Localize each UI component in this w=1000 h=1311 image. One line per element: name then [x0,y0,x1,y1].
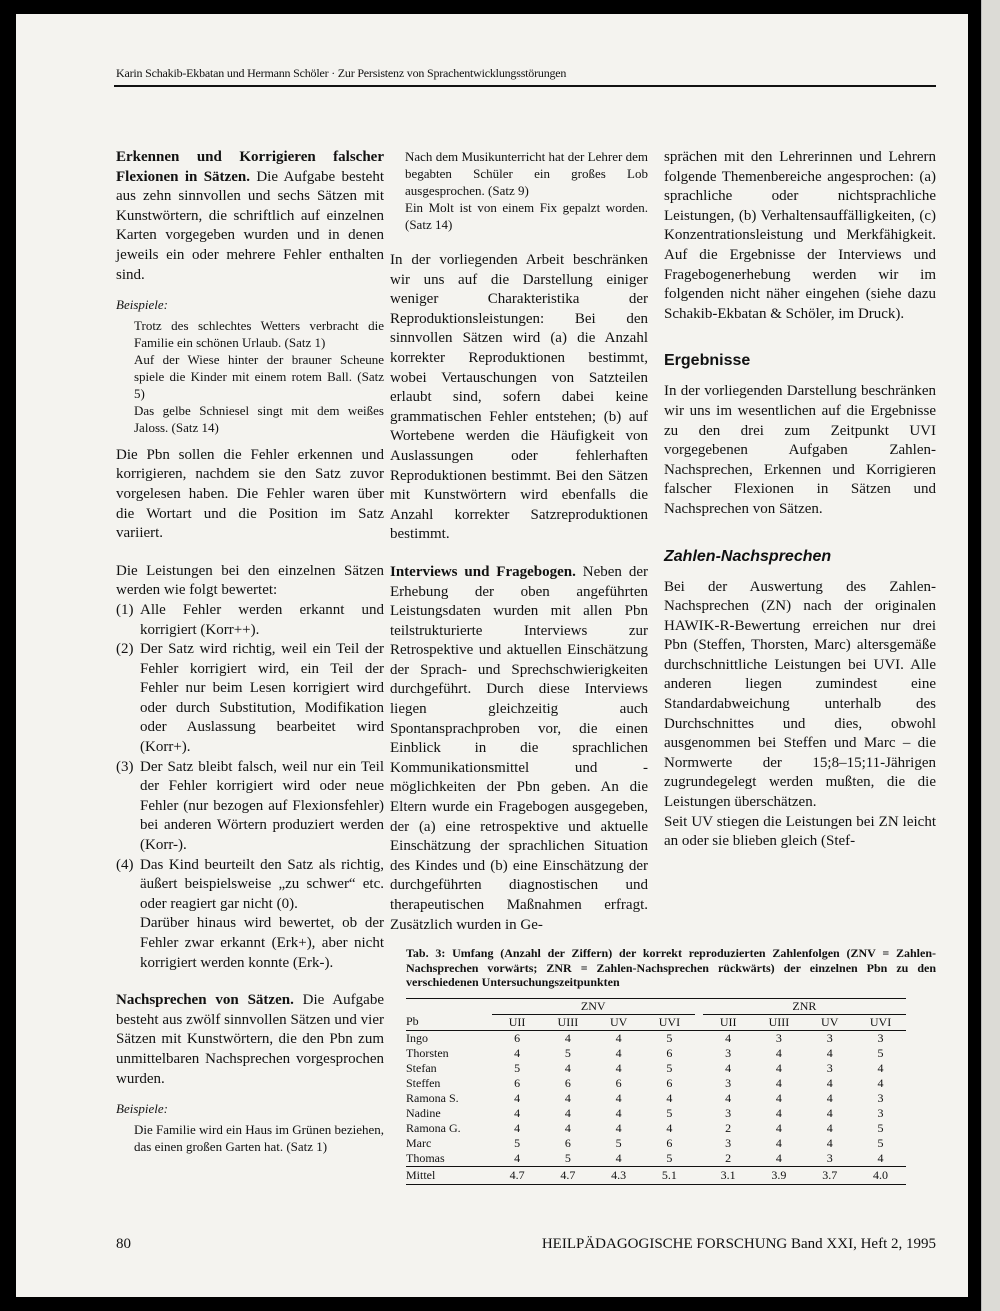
table-cell: 6 [514,1030,521,1045]
examples-label: Beispiele: [116,1101,168,1117]
table-cell: 5 [514,1135,521,1150]
table-row [406,1151,906,1167]
example-sentence: Trotz des schlechtes Wetters verbracht die Familie ein schönen Urlaub. (Satz 1) [134,317,384,350]
list-number: (4) [116,856,134,873]
table-cell: 4 [564,1120,571,1135]
list-number: (3) [116,758,134,775]
row-label: Nadine [406,1105,441,1120]
table-cell: 5 [877,1135,884,1150]
paragraph: sprächen mit den Lehrerinnen und Lehrern folgende Themenbereiche angesprochen: (a) sprachliche oder nichtsprachliche Leistungen, (b) Verhaltensauffälligkeiten, (c) Konzentrationsleistung und Merkfähigkeit. Auf die Ergebnisse der Interviews und Fragebogenerhebung werden wir im folgenden nicht näher eingehen (siehe dazu Schakib-Ekbatan & Schöler, im Druck). [664,149,936,322]
journal-footer: HEILPÄDAGOGISCHE FORSCHUNG Band XXI, Heft 2, 1995 [541,1236,936,1252]
row-label: Thorsten [406,1045,449,1060]
column-gap [695,1030,703,1046]
column-gap [695,1151,703,1167]
table-body [406,1030,906,1184]
row-label: Thomas [406,1150,445,1165]
table-cell: 4 [666,1120,673,1135]
subsection-heading-zahlen: Zahlen-Nachsprechen [664,547,832,565]
table-cell: 2 [725,1150,732,1165]
table-cell: 4 [514,1090,521,1105]
table-cell: 4 [564,1060,571,1075]
table-cell: 4 [514,1045,521,1060]
paragraph: Bei der Auswertung des Zahlen-Nachsprechen (ZN) nach der originalen HAWIK-R-Bewertung erreichen nur drei Pbn (Steffen, Thorsten, Marc) altersgemäße durchschnittliche Leistungen bei UVI. Alle anderen liegen zumindest eine Standardabweichung unterhalb des Durchschnittes und dies, obwohl ausgenommen bei Steffen und Marc – die Normwerte der 15;8–15;11-Jährigen zugrundegelegt werden mußten, die die Leistungen überschätzen. [664,578,936,811]
table-cell: 4 [725,1060,732,1075]
column-gap [695,1061,703,1076]
row-label: Steffen [406,1075,441,1090]
table-cell: 4.3 [593,1166,644,1184]
data-table [406,998,906,1185]
row-label: Ramona S. [406,1090,459,1105]
table-cell: 5 [666,1060,673,1075]
column-gap [695,1106,703,1121]
table-cell: 4 [826,1135,833,1150]
column-2 [390,148,648,935]
table-cell: 4 [564,1030,571,1045]
table-cell: 3 [725,1105,732,1120]
table-cell: 3 [826,1030,833,1045]
table-cell: 4 [775,1135,782,1150]
table-row [406,1046,906,1061]
table-cell: 3 [725,1045,732,1060]
table-cell: 4 [666,1090,673,1105]
column-gap [695,1121,703,1136]
example-sentence: Nach dem Musikunterricht hat der Lehrer dem begabten Schüler ein großes Lob ausgesprochen. (Satz 9) [405,149,648,198]
list-tail: Darüber hinaus wird bewertet, ob der Fehler zwar erkannt (Erk+), aber nicht korrigiert werden konnte (Erk-). [140,915,384,971]
table-cell: 4 [564,1090,571,1105]
column-header: UV [609,1014,628,1029]
list-number: (1) [116,601,134,618]
paragraph [390,563,648,935]
table-cell: 4 [514,1120,521,1135]
row-label: Ingo [406,1030,428,1045]
table-row [406,1121,906,1136]
section-heading-ergebnisse: Ergebnisse [664,352,751,370]
table-cell: 3 [826,1150,833,1165]
table-row [406,1076,906,1091]
table-cell: 4 [615,1030,622,1045]
table-cell: 5 [564,1150,571,1165]
table-cell: 4 [877,1075,884,1090]
table-cell: 5 [877,1120,884,1135]
table-cell: 4 [615,1105,622,1120]
paragraph-text: Neben der Erhebung der oben angeführten Leistungsdaten wurden mit allen Pbn teilstrukturierte Interviews zur Retrospektive und aktuellen Einschätzung der Sprach- und Sprechschwierigkeiten durchgeführt. Durch diese Interviews liegen gleichzeitig auch Spontansprachproben vor, die einen Einblick in die sprachlichen Kommunikationsmittel und -möglichkeiten der Pbn geben. An die Eltern wurde ein Fragebogen ausgegeben, der (a) eine retrospektive und aktuelle Einschätzung der sprachlichen Situation des Kindes und (b) eine Einschätzung der durchgeführten diagnostischen und therapeutischen Maßnahmen erfragt. Zusätzlich wurden in Ge- [390,563,648,933]
table-cell: 5 [877,1045,884,1060]
table-cell: 4 [826,1090,833,1105]
table-cell: 4 [877,1060,884,1075]
column-header: UV [821,1014,839,1029]
table-group-header-row [406,998,906,1014]
row-label: Mittel [406,1166,492,1184]
column-gap [695,1076,703,1091]
table-cell: 3.1 [703,1166,754,1184]
table-cell: 3.7 [804,1166,855,1184]
paragraph [116,991,384,1089]
section-heading-interviews: Interviews und Fragebogen. [390,563,576,580]
group-header-znv: ZNV [492,998,695,1014]
examples-label: Beispiele: [116,297,168,313]
table-row [406,1091,906,1106]
table-cell: 4 [775,1120,782,1135]
list-text: Der Satz bleibt falsch, weil nur ein Teil der Fehler korrigiert wird oder neue Fehler (nur bezogen auf Flexionsfehler) bei anderen Wörtern produziert werden (Korr-). [140,758,384,854]
table-cell: 5 [666,1150,673,1165]
paragraph-text: Die Aufgabe besteht aus zehn sinnvollen und sechs Sätzen mit Kunstwörtern, die schriftlich auf einzelnen Karten vorgegeben wurden und in denen jeweils ein oder mehrere Fehler enthalten sind. [116,168,384,283]
column-3 [664,148,936,852]
paragraph: Seit UV stiegen die Leistungen bei ZN leicht an oder sie blieben gleich (Stef- [664,813,936,850]
paragraph: In der vorliegenden Darstellung beschränken wir uns im wesentlichen auf die Ergebnisse zu den drei zum Zeitpunkt UVI vorgegebenen Aufgaben Zahlen-Nachsprechen, Erkennen und Korrigieren falscher Flexionen in Sätzen und Nachsprechen von Sätzen. [664,383,936,517]
table-cell: 3 [775,1030,782,1045]
table-caption: Tab. 3: Umfang (Anzahl der Ziffern) der korrekt reproduzierten Zahlenfolgen (ZNV = Zahlen-Nachsprechen vorwärts; ZNR = Zahlen-Nachsprechen rückwärts) der einzelnen Pbn zu den verschiedenen Untersuchungszeitpunkten [406,946,936,989]
table-cell: 3 [725,1075,732,1090]
example-sentence: Das gelbe Schniesel singt mit dem weißes Jaloss. (Satz 14) [134,402,384,435]
paragraph: Die Leistungen bei den einzelnen Sätzen werden wie folgt bewertet: [116,562,384,599]
example-sentence: Ein Molt ist von einem Fix gepalzt worden. (Satz 14) [405,200,648,232]
list-item [116,758,384,856]
example-sentence: Die Familie wird ein Haus im Grünen beziehen, das einen großen Garten hat. (Satz 1) [134,1121,384,1154]
table-cell: 4 [615,1120,622,1135]
list-text: Der Satz wird richtig, weil ein Teil der Fehler korrigiert wird, ein Teil der Fehler nur beim Lesen korrigiert wird oder durch Substitution, Modifikation oder Auslassung bearbeitet wird (Korr+). [140,641,384,756]
table-cell: 3 [826,1060,833,1075]
table-row-mittel [406,1166,906,1184]
list-text: Alle Fehler werden erkannt und korrigiert (Korr++). [140,601,384,638]
table-cell: 5.1 [644,1166,695,1184]
table-cell: 4 [826,1075,833,1090]
table-cell: 5 [514,1060,521,1075]
column-header-pb: Pb [406,1014,419,1029]
table-cell: 6 [666,1045,673,1060]
table-cell: 5 [564,1045,571,1060]
column-header: UIII [557,1014,579,1029]
table-cell: 4 [775,1045,782,1060]
column-gap [695,1136,703,1151]
table-row [406,1106,906,1121]
column-gap [695,1046,703,1061]
table-3 [406,946,936,1185]
group-header-znr: ZNR [703,998,906,1014]
table-cell: 4 [877,1150,884,1165]
table-cell: 2 [725,1120,732,1135]
table-cell: 5 [615,1135,622,1150]
table-cell: 4 [826,1120,833,1135]
paragraph [116,148,384,285]
section-heading-flexionen: Erkennen und Korrigieren falscher Flexionen in Sätzen. [116,149,384,185]
table-cell: 4 [514,1150,521,1165]
paragraph: Die Pbn sollen die Fehler erkennen und korrigieren, nachdem sie den Satz zuvor vorgelesen haben. Die Fehler waren über die Wortart und die Position im Satz variiert. [116,446,384,542]
table-cell: 4 [564,1105,571,1120]
table-row [406,1136,906,1151]
table-cell: 4 [775,1150,782,1165]
paragraph-text: Die Aufgabe besteht aus zwölf sinnvollen Sätzen und vier Sätzen mit Kunstwörtern, die den Pbn zum unmittelbaren Nachsprechen vorgesprochen wurden. [116,992,384,1087]
table-cell: 3 [877,1105,884,1120]
column-gap [695,1166,703,1184]
paragraph: In der vorliegenden Arbeit beschränken wir uns auf die Darstellung einiger weniger Charakteristika der Reproduktionsleistungen: Bei den sinnvollen Sätzen wird (a) die Anzahl korrekter Reproduktionen bestimmt, wobei Vertauschungen von Satzteilen erlaubt sind, sofern dabei keine grammatischen Fehler entstehen; (b) auf Wortebene werden die Häufigkeit von Auslassungen oder fehlerhaften Reproduktionen bestimmt. Bei den Sätzen mit Kunstwörtern wird ebenfalls die Anzahl korrekter Satzreproduktionen bestimmt. [390,252,648,543]
table-cell: 4.7 [542,1166,593,1184]
table-cell: 6 [666,1135,673,1150]
table-cell: 6 [666,1075,673,1090]
table-cell: 4 [826,1105,833,1120]
document-page [16,14,968,1297]
page-number: 80 [116,1236,131,1252]
row-label: Ramona G. [406,1120,461,1135]
table-cell: 6 [564,1075,571,1090]
table-cell: 4 [514,1105,521,1120]
table-cell: 4 [775,1060,782,1075]
table-row [406,1030,906,1046]
section-heading-saetze: Nachsprechen von Sätzen. [116,992,294,1009]
table-cell: 4 [775,1090,782,1105]
table-cell: 4 [615,1150,622,1165]
list-item [116,856,384,915]
table-cell: 4 [725,1030,732,1045]
table-cell: 4.0 [855,1166,906,1184]
list-item [116,601,384,640]
header-rule [114,85,936,87]
running-head: Karin Schakib-Ekbatan und Hermann Schöler · Zur Persistenz von Sprachentwicklungsstörungen [116,66,567,80]
column-gap [695,1091,703,1106]
list-item [116,640,384,758]
table-cell: 3 [877,1030,884,1045]
column-header: UII [508,1014,526,1029]
table-cell: 3.9 [754,1166,805,1184]
column-header: UVI [869,1014,892,1029]
example-sentence: Auf der Wiese hinter der brauner Scheune spiele die Kinder mit einem rotem Ball. (Satz 5) [134,351,384,401]
table-cell: 3 [725,1135,732,1150]
row-label: Marc [406,1135,432,1150]
table-cell: 3 [877,1090,884,1105]
column-header: UII [719,1014,737,1029]
table-cell: 4 [725,1090,732,1105]
table-cell: 6 [514,1075,521,1090]
table-cell: 5 [666,1105,673,1120]
table-cell: 4 [775,1075,782,1090]
table-cell: 4 [615,1060,622,1075]
table-cell: 4 [615,1045,622,1060]
table-cell: 4 [775,1105,782,1120]
table-cell: 4 [615,1090,622,1105]
row-label: Stefan [406,1060,437,1075]
table-cell: 6 [615,1075,622,1090]
column-header: UIII [768,1014,790,1029]
table-cell: 4.7 [492,1166,543,1184]
table-cell: 5 [666,1030,673,1045]
column-1 [116,148,384,1155]
table-cell: 4 [826,1045,833,1060]
list-number: (2) [116,641,134,658]
table-row [406,1061,906,1076]
table-header-row [406,1014,906,1030]
column-header: UVI [658,1014,681,1029]
list-text: Das Kind beurteilt den Satz als richtig, äußert beispielsweise „zu schwer“ etc. oder reagiert gar nicht (0). [140,856,384,912]
adjacent-page-edge [981,0,1000,1311]
table-cell: 6 [564,1135,571,1150]
